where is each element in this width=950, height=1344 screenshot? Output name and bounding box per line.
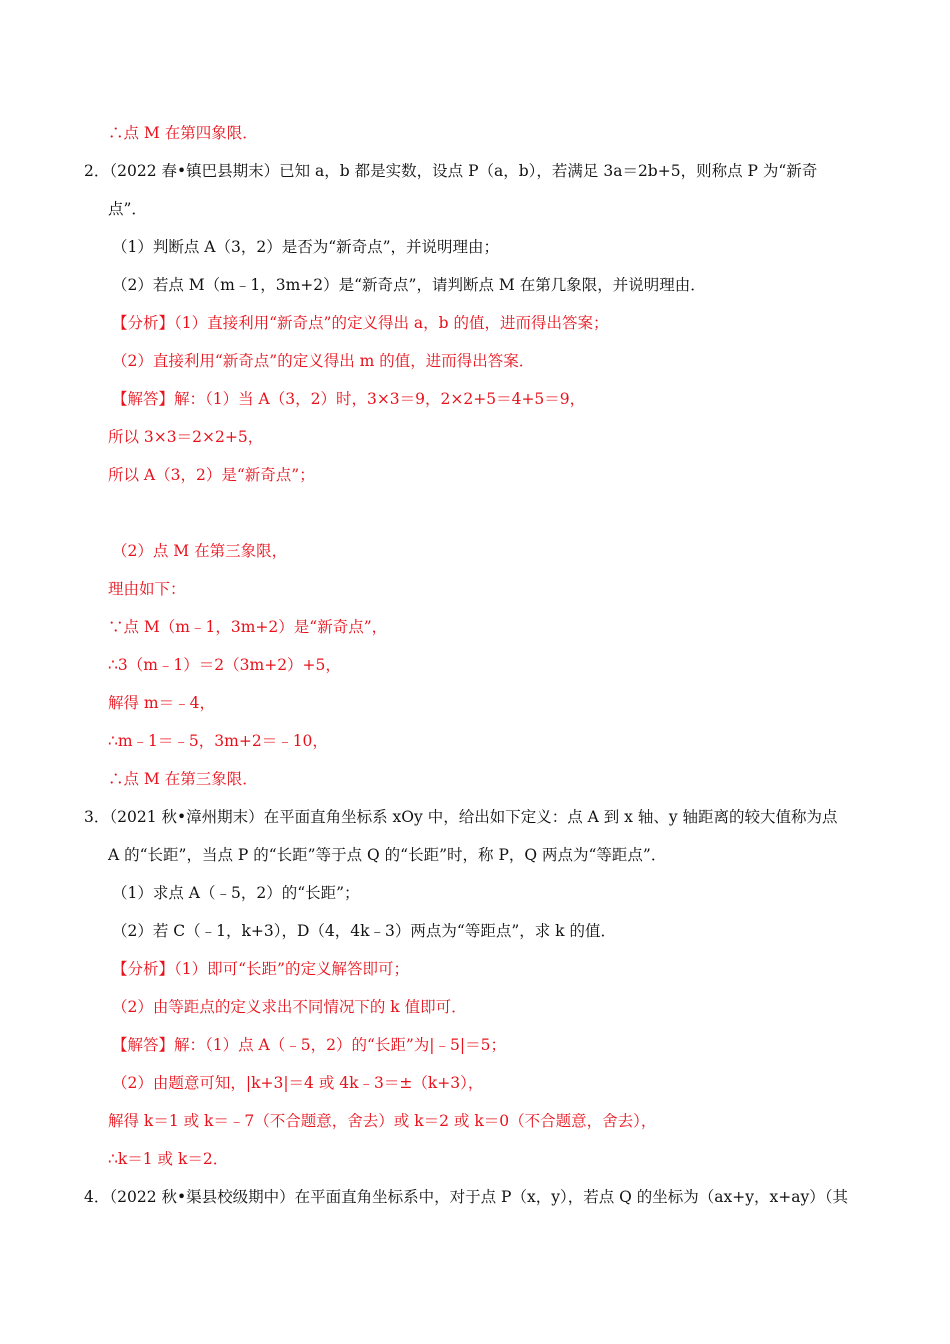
text-line bbox=[108, 845, 950, 865]
line-text: （2）若点 M（m﹣1，3m+2）是“新奇点”，请判断点 M 在第几象限，并说明理由． bbox=[112, 276, 706, 294]
text-line bbox=[112, 541, 950, 561]
text-line bbox=[108, 199, 950, 219]
text-line bbox=[108, 693, 950, 713]
line-text: （2）点 M 在第三象限， bbox=[112, 542, 288, 560]
text-line bbox=[108, 769, 950, 789]
line-text: （2）直接利用“新奇点”的定义得出 m 的值，进而得出答案． bbox=[112, 352, 535, 370]
text-line bbox=[84, 807, 950, 827]
text-line bbox=[112, 883, 950, 903]
text-line bbox=[112, 275, 950, 295]
line-text: ∴k＝1 或 k＝2． bbox=[108, 1150, 229, 1168]
line-text: 【分析】（1）直接利用“新奇点”的定义得出 a，b 的值，进而得出答案； bbox=[112, 314, 609, 332]
text-line bbox=[108, 1149, 950, 1169]
line-text: 解得 m＝﹣4， bbox=[108, 694, 215, 712]
line-text: 【解答】解：（1）当 A（3，2）时，3×3＝9，2×2+5＝4+5＝9， bbox=[112, 390, 586, 408]
line-text: 解得 k＝1 或 k＝﹣7（不合题意，舍去）或 k＝2 或 k＝0（不合题意，舍去）， bbox=[108, 1112, 657, 1130]
line-text: 4．（2022 秋•渠县校级期中）在平面直角坐标系中，对于点 P（x，y），若点 Q 的坐标为（ax+y，x+ay）（其 bbox=[84, 1188, 848, 1206]
text-line bbox=[112, 921, 950, 941]
line-text: A 的“长距”，当点 P 的“长距”等于点 Q 的“长距”时，称 P，Q 两点为“等距点”． bbox=[108, 846, 667, 864]
text-line bbox=[112, 959, 950, 979]
text-line bbox=[108, 465, 950, 485]
line-text: 所以 3×3＝2×2+5， bbox=[108, 428, 264, 446]
line-text: 点”． bbox=[108, 200, 147, 218]
text-line bbox=[112, 1073, 950, 1093]
text-line bbox=[108, 123, 950, 143]
line-text: 所以 A（3，2）是“新奇点”； bbox=[108, 466, 315, 484]
text-line bbox=[112, 389, 950, 409]
text-line bbox=[112, 1035, 950, 1055]
text-line bbox=[112, 237, 950, 257]
line-text: 3．（2021 秋•漳州期末）在平面直角坐标系 xOy 中，给出如下定义：点 A 到 x 轴、y 轴距离的较大值称为点 bbox=[84, 808, 838, 826]
text-line bbox=[108, 427, 950, 447]
line-text: （1）判断点 A（3，2）是否为“新奇点”，并说明理由； bbox=[112, 238, 500, 256]
text-line bbox=[112, 313, 950, 333]
text-line bbox=[84, 1187, 950, 1207]
line-text: 【分析】（1）即可“长距”的定义解答即可； bbox=[112, 960, 409, 978]
text-line bbox=[108, 579, 950, 599]
line-text: 2．（2022 春•镇巴县期末）已知 a，b 都是实数，设点 P（a，b），若满足 3a＝2b+5，则称点 P 为“新奇 bbox=[84, 162, 818, 180]
text-line bbox=[108, 617, 950, 637]
line-text: ∴点 M 在第三象限． bbox=[108, 770, 258, 788]
line-text: 理由如下： bbox=[108, 580, 186, 598]
text-line bbox=[112, 351, 950, 371]
text-line bbox=[108, 1111, 950, 1131]
line-text: （2）若 C（﹣1，k+3），D（4，4k﹣3）两点为“等距点”，求 k 的值． bbox=[112, 922, 617, 940]
line-text: （2）由等距点的定义求出不同情况下的 k 值即可． bbox=[112, 998, 467, 1016]
line-text: 【解答】解：（1）点 A（﹣5，2）的“长距”为|﹣5|＝5； bbox=[112, 1036, 506, 1054]
text-line bbox=[108, 731, 950, 751]
line-text: ∴m﹣1＝﹣5，3m+2＝﹣10， bbox=[108, 732, 328, 750]
line-text: （2）由题意可知，|k+3|＝4 或 4k﹣3＝±（k+3）， bbox=[112, 1074, 484, 1092]
text-line bbox=[112, 997, 950, 1017]
line-text: （1）求点 A（﹣5，2）的“长距”； bbox=[112, 884, 360, 902]
text-line bbox=[108, 655, 950, 675]
line-text: ∵点 M（m﹣1，3m+2）是“新奇点”， bbox=[108, 618, 388, 636]
line-text: ∴点 M 在第四象限． bbox=[108, 124, 258, 142]
text-line bbox=[84, 161, 950, 181]
line-text: ∴3（m﹣1）＝2（3m+2）+5， bbox=[108, 656, 341, 674]
